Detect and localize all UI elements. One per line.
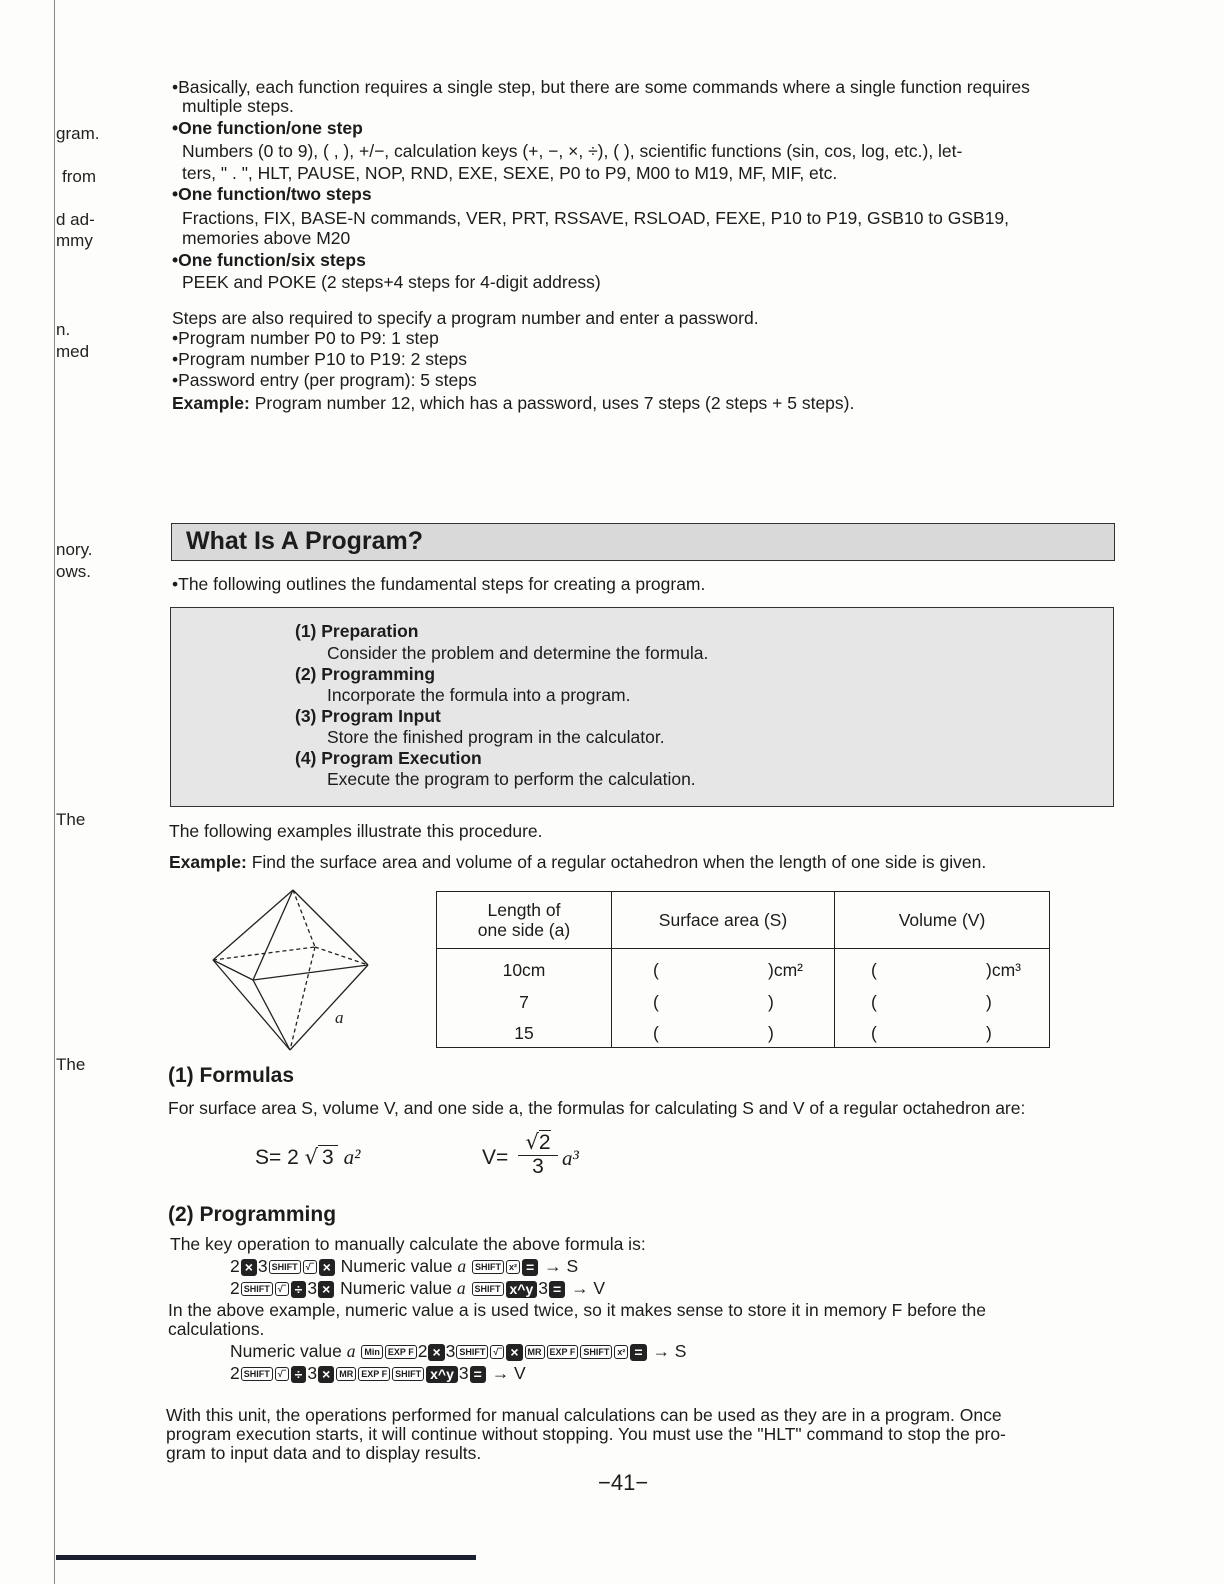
octahedron-table	[436, 891, 1050, 1048]
header-length-line: Length of	[487, 900, 561, 920]
example-label: Example:	[169, 852, 247, 872]
blank-open: (	[871, 1023, 877, 1043]
blank-close: )	[768, 992, 774, 1012]
bullet-text: •Password entry (per program): 5 steps	[172, 370, 477, 390]
min-key-icon: Min	[361, 1345, 383, 1359]
procedure-step-heading: (4) Program Execution	[295, 748, 482, 768]
blank-close: )cm²	[768, 960, 803, 980]
margin-fragment: d ad-	[56, 210, 95, 229]
key-digit: 3	[458, 1363, 469, 1383]
formula-s-lhs: S= 2	[255, 1146, 299, 1169]
subheading: •One function/six steps	[172, 250, 366, 270]
adjacent-page-margin	[0, 0, 110, 1584]
shift-key-icon: SHIFT	[392, 1367, 424, 1381]
procedure-step-heading: (3) Program Input	[295, 706, 441, 726]
examples-lead: The following examples illustrate this procedure.	[169, 821, 543, 841]
formula-s-tail: a²	[343, 1145, 361, 1169]
bullet-text: Numbers (0 to 9), ( , ), +/−, calculation keys (+, −, ×, ÷), ( ), scientific functions (sin, cos, log, etc.), let-	[182, 141, 963, 161]
formula-v-fraction: √2 3	[518, 1130, 558, 1178]
closing-text: gram to input data and to display results.	[166, 1443, 482, 1463]
section-intro: •The following outlines the fundamental steps for creating a program.	[172, 574, 706, 594]
bottom-edge-bar	[56, 1555, 476, 1560]
procedure-step-text: Execute the program to perform the calculation.	[327, 769, 696, 789]
length-cell	[437, 949, 612, 1048]
formula-s-root: 3	[318, 1145, 338, 1169]
exp-key-icon: EXP F	[358, 1367, 390, 1381]
exp-key-icon: EXP F	[547, 1345, 579, 1359]
procedure-step-text: Consider the problem and determine the formula.	[327, 643, 709, 663]
margin-fragment: ows.	[56, 562, 91, 581]
closing-text: With this unit, the operations performed for manual calculations can be used as they are in a program. Once	[166, 1405, 1002, 1425]
variable-a: a	[457, 1256, 467, 1276]
bullet-text: multiple steps.	[182, 96, 294, 116]
length-value: 15	[514, 1023, 534, 1043]
section-header	[171, 523, 1115, 561]
side-label: a	[335, 1008, 344, 1027]
sqrt-key-icon: √‾	[275, 1282, 289, 1296]
result-s: → S	[652, 1341, 687, 1361]
formula-s: S= 2 √ 3 a²	[255, 1145, 361, 1169]
key-digit: 2	[230, 1363, 240, 1383]
formula-v-lhs: V=	[482, 1146, 509, 1169]
sqrt-key-icon: √‾	[490, 1345, 504, 1359]
blank-close: )cm³	[986, 960, 1021, 980]
blank-open: (	[653, 992, 659, 1012]
key-sequence-memory-v	[230, 1363, 526, 1384]
blank-close: )	[768, 1023, 774, 1043]
key-digit: 2	[230, 1256, 240, 1276]
equals-key-icon: =	[630, 1344, 646, 1361]
example-text: Find the surface area and volume of a regular octahedron when the length of one side is given.	[251, 852, 987, 872]
margin-fragment: nory.	[56, 540, 93, 559]
blank-open: (	[653, 1023, 659, 1043]
bullet-text: memories above M20	[182, 228, 351, 248]
blank-open: (	[871, 960, 877, 980]
key-digit: 2	[417, 1341, 428, 1361]
variable-a: a	[456, 1278, 466, 1298]
section-title: What Is A Program?	[186, 527, 424, 555]
times-key-icon: ×	[506, 1344, 522, 1361]
shift-key-icon: SHIFT	[241, 1367, 273, 1381]
times-key-icon: ×	[318, 1366, 334, 1383]
bullet-text: •Program number P0 to P9: 1 step	[172, 328, 439, 348]
blank-open: (	[653, 960, 659, 980]
formulas-text: For surface area S, volume V, and one side a, the formulas for calculating S and V of a regular octahedron are:	[168, 1098, 1026, 1118]
key-digit: 3	[538, 1278, 548, 1298]
header-length-line: one side (a)	[477, 920, 571, 940]
procedure-step-heading: (1) Preparation	[295, 621, 419, 641]
shift-key-icon: SHIFT	[241, 1282, 273, 1296]
procedure-step-text: Store the finished program in the calculator.	[327, 727, 665, 747]
octahedron-diagram	[205, 885, 380, 1055]
key-sequence-memory-s	[230, 1341, 686, 1362]
numeric-label: Numeric value	[340, 1278, 453, 1298]
square-key-icon: x²	[614, 1345, 628, 1359]
page-number: −41−	[598, 1470, 649, 1495]
formula-v-num: 2	[538, 1131, 551, 1154]
subheading: •One function/two steps	[172, 184, 372, 204]
equals-key-icon: =	[522, 1259, 538, 1276]
times-key-icon: ×	[319, 1259, 335, 1276]
margin-fragment: med	[56, 342, 90, 361]
margin-fragment: from	[62, 167, 96, 186]
programming-text: calculations.	[168, 1319, 265, 1339]
margin-fragment: The	[56, 1055, 86, 1074]
procedure-step-heading: (2) Programming	[295, 664, 436, 684]
key-digit: 3	[307, 1278, 318, 1298]
key-sequence-s	[230, 1256, 578, 1277]
programming-text: The key operation to manually calculate the above formula is:	[170, 1234, 646, 1254]
header-surface: Surface area (S)	[612, 892, 835, 949]
page-spine	[54, 0, 55, 1584]
power-key-icon: x^y	[506, 1281, 538, 1298]
square-key-icon: x²	[506, 1260, 520, 1274]
times-key-icon: ×	[241, 1259, 257, 1276]
variable-a: a	[346, 1341, 356, 1361]
mr-key-icon: MR	[336, 1367, 356, 1381]
bullet-text: •Program number P10 to P19: 2 steps	[172, 349, 468, 369]
formulas-heading: (1) Formulas	[168, 1064, 295, 1087]
subheading: •One function/one step	[172, 118, 363, 138]
power-key-icon: x^y	[426, 1366, 458, 1383]
programming-text: In the above example, numeric value a is used twice, so it makes sense to store it in memory F before the	[168, 1300, 987, 1320]
shift-key-icon: SHIFT	[580, 1345, 612, 1359]
bullet-text: •Basically, each function requires a single step, but there are some commands where a single function requires	[172, 77, 1030, 97]
surface-cell	[612, 949, 835, 1048]
procedure-step-text: Incorporate the formula into a program.	[327, 685, 631, 705]
blank-close: )	[986, 1023, 992, 1043]
bullet-text: ters, " . ", HLT, PAUSE, NOP, RND, EXE, SEXE, P0 to P9, M00 to M19, MF, MIF, etc.	[182, 163, 838, 183]
divide-key-icon: ÷	[291, 1281, 307, 1298]
key-digit: 3	[307, 1363, 318, 1383]
example-line	[169, 852, 986, 873]
key-digit: 2	[230, 1278, 240, 1298]
volume-cell	[835, 949, 1050, 1048]
equals-key-icon: =	[549, 1281, 565, 1298]
header-volume: Volume (V)	[835, 892, 1050, 949]
margin-fragment: mmy	[56, 231, 93, 250]
result-s: → S	[544, 1256, 579, 1276]
margin-fragment: The	[56, 810, 86, 829]
procedure-box	[170, 607, 1114, 807]
margin-fragment: gram.	[56, 124, 100, 143]
example-text: Program number 12, which has a password, uses 7 steps (2 steps + 5 steps).	[254, 393, 855, 413]
paragraph: Steps are also required to specify a program number and enter a password.	[172, 308, 759, 328]
blank-close: )	[986, 992, 992, 1012]
example-line	[172, 393, 854, 414]
numeric-label: Numeric value	[230, 1341, 342, 1361]
blank-open: (	[871, 992, 877, 1012]
shift-key-icon: SHIFT	[472, 1260, 504, 1274]
mr-key-icon: MR	[525, 1345, 545, 1359]
programming-heading: (2) Programming	[168, 1203, 337, 1226]
length-value: 7	[519, 992, 529, 1012]
shift-key-icon: SHIFT	[269, 1260, 301, 1274]
header-length	[437, 892, 612, 949]
times-key-icon: ×	[318, 1281, 334, 1298]
equals-key-icon: =	[470, 1366, 486, 1383]
formula-v-den: 3	[532, 1155, 544, 1178]
margin-fragment: n.	[56, 320, 71, 339]
result-v: → V	[571, 1278, 606, 1298]
numeric-label: Numeric value	[340, 1256, 453, 1276]
shift-key-icon: SHIFT	[456, 1345, 488, 1359]
key-sequence-v	[230, 1278, 605, 1299]
bullet-text: PEEK and POKE (2 steps+4 steps for 4-digit address)	[182, 272, 601, 292]
sqrt-key-icon: √‾	[303, 1260, 317, 1274]
formula-v-tail: a³	[562, 1146, 579, 1170]
closing-text: program execution starts, it will continue without stopping. You must use the "HLT" command to stop the pro-	[166, 1424, 1006, 1444]
times-key-icon: ×	[428, 1344, 444, 1361]
sqrt-key-icon: √‾	[275, 1367, 289, 1381]
result-v: → V	[491, 1363, 526, 1383]
length-value: 10cm	[502, 960, 546, 980]
divide-key-icon: ÷	[291, 1366, 307, 1383]
exp-key-icon: EXP F	[385, 1345, 417, 1359]
example-label: Example:	[172, 393, 250, 413]
key-digit: 3	[257, 1256, 268, 1276]
shift-key-icon: SHIFT	[472, 1282, 504, 1296]
bullet-text: Fractions, FIX, BASE-N commands, VER, PRT, RSSAVE, RSLOAD, FEXE, P10 to P19, GSB10 to GSB19,	[182, 208, 1010, 228]
key-digit: 3	[445, 1341, 456, 1361]
